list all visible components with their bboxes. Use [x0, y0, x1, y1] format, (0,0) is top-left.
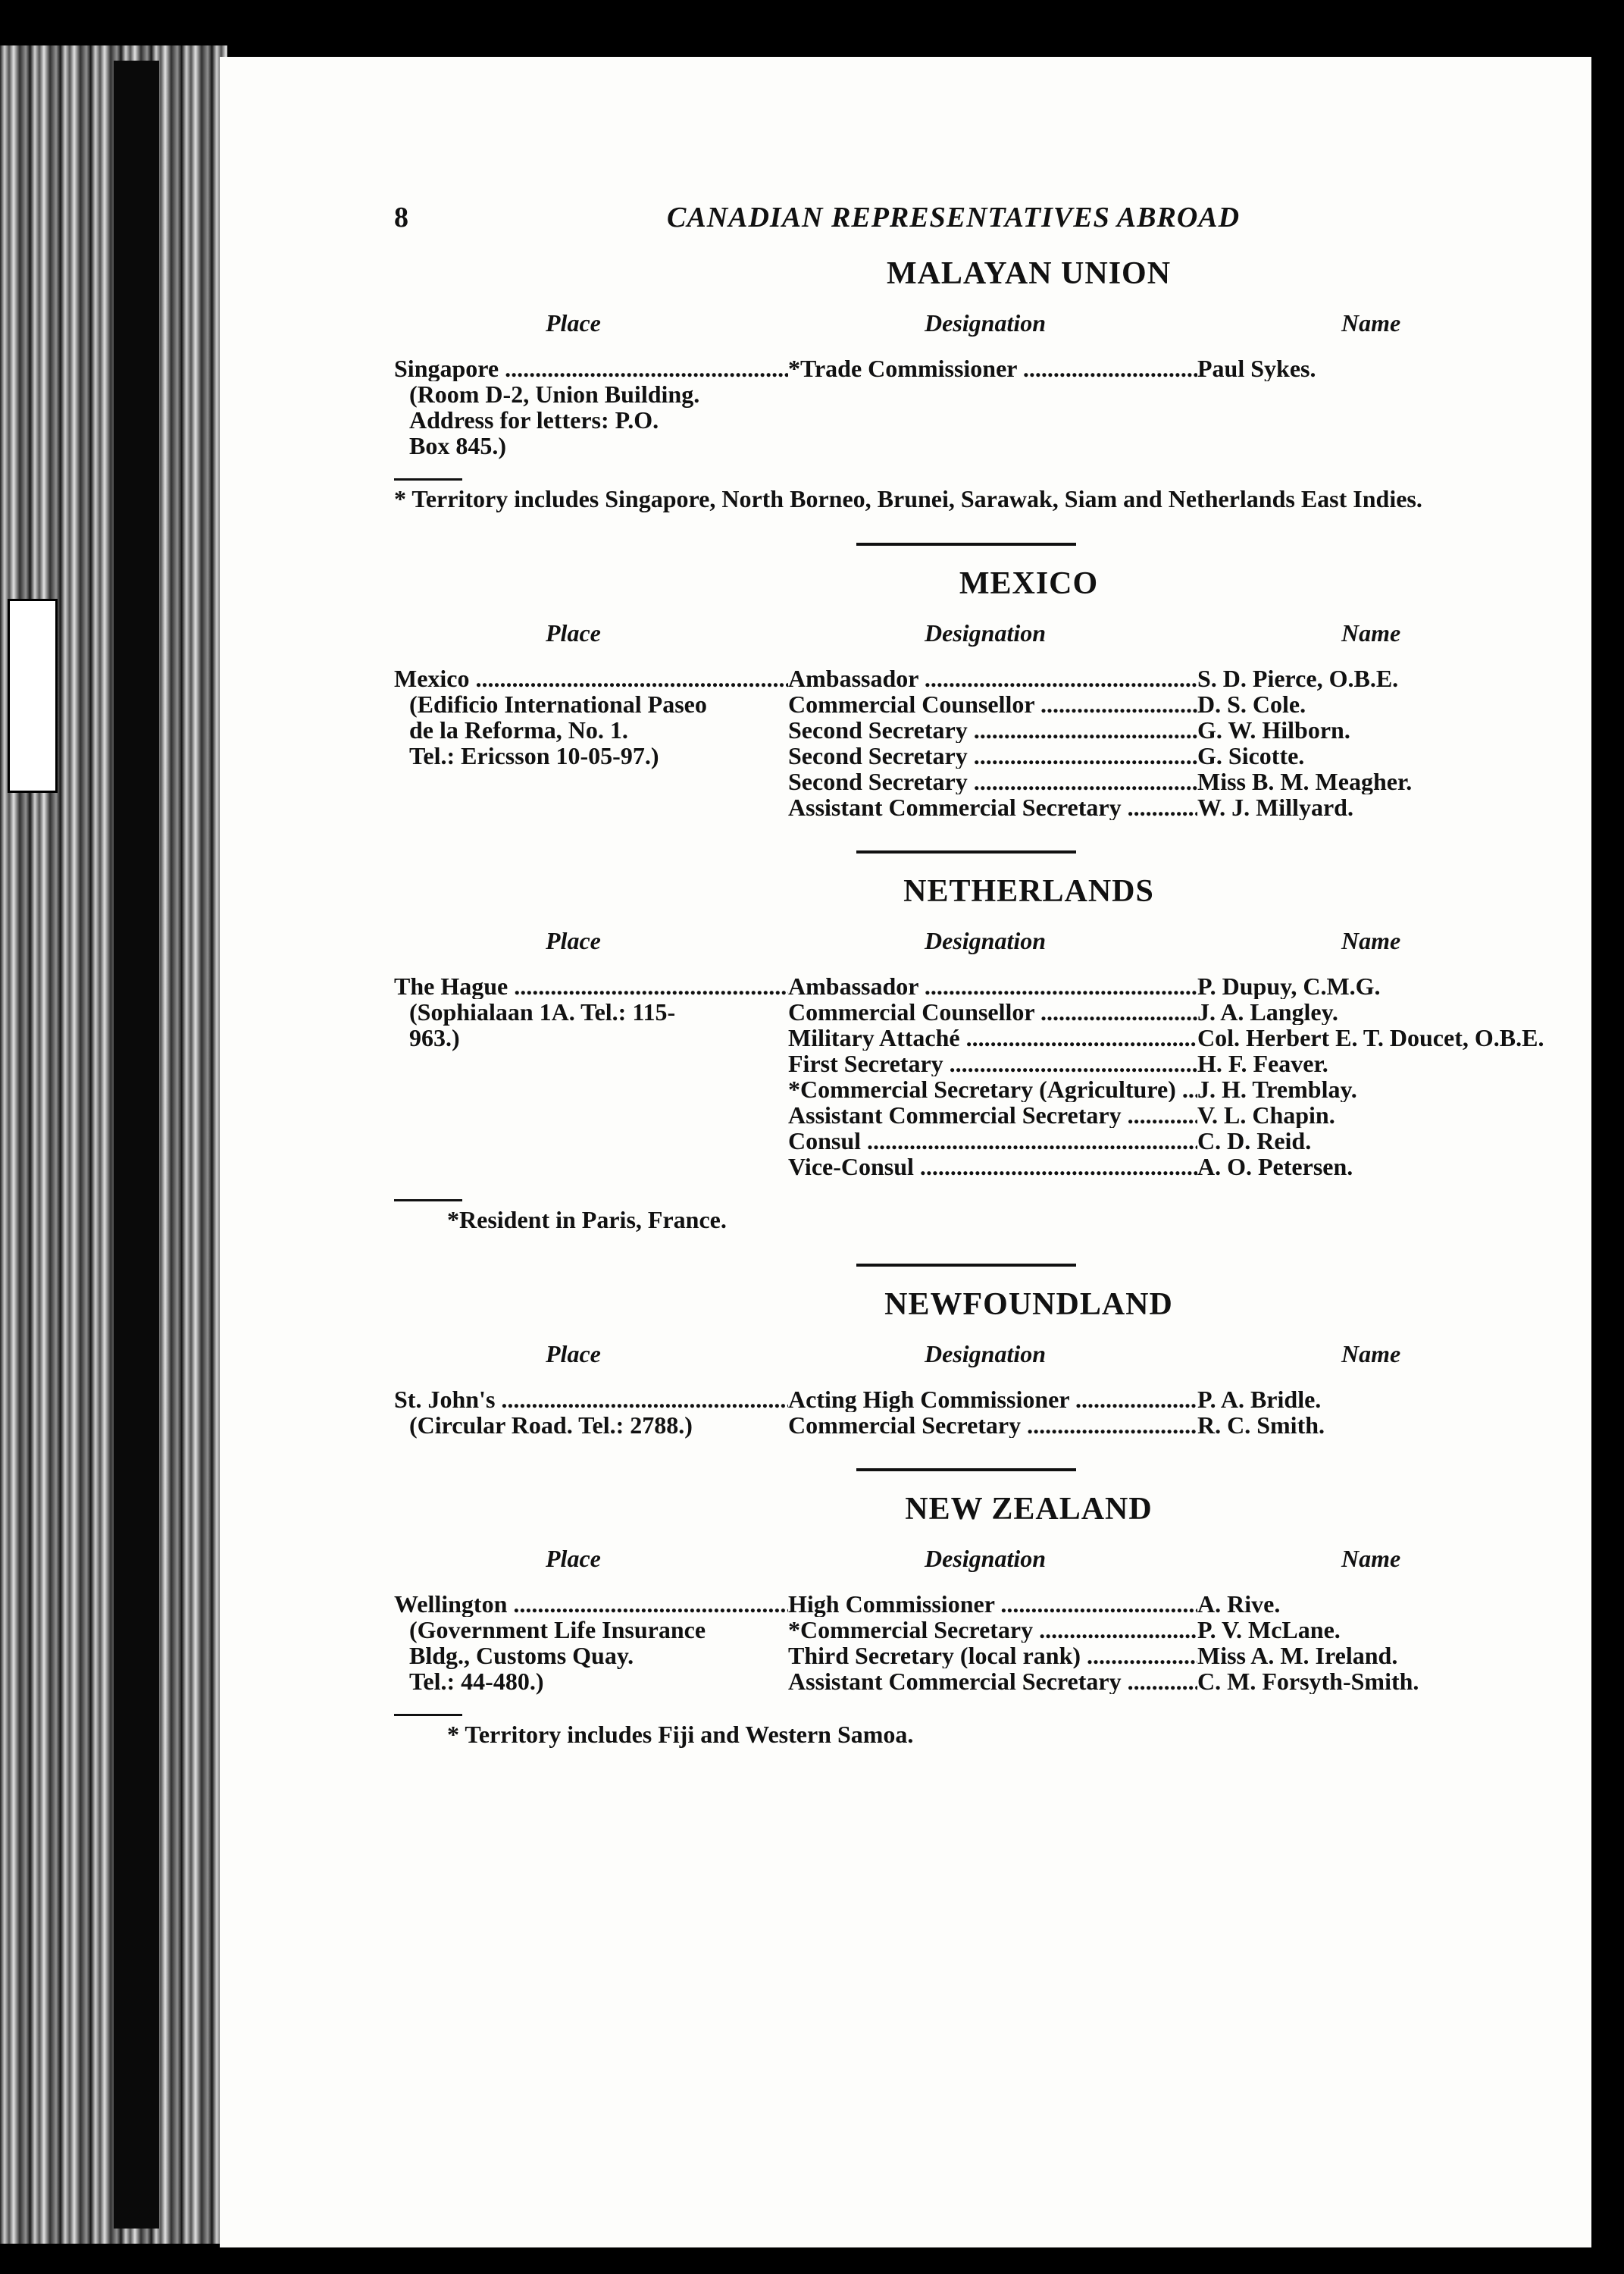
- place-city: Singapore .....: [394, 356, 788, 381]
- place-address-line: Box 845.): [409, 432, 506, 459]
- country-section: [394, 1468, 1550, 1748]
- designation-cell: [788, 356, 1197, 459]
- place-header: Place: [546, 309, 601, 337]
- designation-header: Designation: [925, 927, 1047, 954]
- place-address-line: Address for letters: P.O.: [409, 406, 659, 434]
- section-divider: [856, 543, 1076, 546]
- designation-entry: *Trade Commissioner .....: [788, 356, 1197, 381]
- running-header: [394, 201, 1550, 234]
- designation-entry: Second Secretary .....: [788, 717, 1197, 743]
- country-title: NEWFOUNDLAND: [884, 1287, 1173, 1322]
- name-entry: Miss A. M. Ireland.: [1197, 1643, 1398, 1668]
- footnote-rule: [394, 1714, 462, 1716]
- name-entry: A. O. Petersen.: [1197, 1154, 1353, 1179]
- name-entry: G. Sicotte.: [1197, 743, 1305, 769]
- designation-entry: *Commercial Secretary .....: [788, 1617, 1197, 1643]
- name-entry: A. Rive.: [1197, 1591, 1281, 1617]
- designation-entry: Ambassador .....: [788, 973, 1197, 999]
- name-entry: R. C. Smith.: [1197, 1412, 1325, 1438]
- place-header: Place: [546, 1340, 601, 1367]
- country-section: [394, 255, 1550, 512]
- designation-entry: Second Secretary .....: [788, 769, 1197, 794]
- directory-table: [394, 1341, 1550, 1438]
- place-city: The Hague .....: [394, 973, 788, 999]
- designation-entry: Consul .....: [788, 1128, 1197, 1154]
- designation-entry: Third Secretary (local rank) .....: [788, 1643, 1197, 1668]
- place-address-line: (Government Life Insurance: [409, 1616, 706, 1643]
- directory-table: [394, 620, 1550, 820]
- country-title: MEXICO: [959, 566, 1099, 601]
- designation-entry: First Secretary .....: [788, 1051, 1197, 1076]
- scan-top-border: [0, 0, 1624, 53]
- name-entry: C. M. Forsyth-Smith.: [1197, 1668, 1419, 1694]
- place-cell: [394, 666, 788, 820]
- place-cell: [394, 356, 788, 459]
- designation-entry: Military Attaché .....: [788, 1025, 1197, 1051]
- place-header: Place: [546, 1545, 601, 1572]
- directory-table: [394, 1546, 1550, 1694]
- designation-entry: Commercial Counsellor .....: [788, 691, 1197, 717]
- place-address-line: (Edificio International Paseo: [409, 691, 707, 718]
- designation-entry: Vice-Consul .....: [788, 1154, 1197, 1179]
- name-header: Name: [1341, 927, 1401, 954]
- name-entry: Paul Sykes.: [1197, 356, 1316, 381]
- directory-table: [394, 310, 1550, 459]
- designation-entry: Commercial Secretary .....: [788, 1412, 1197, 1438]
- directory-table: [394, 928, 1550, 1179]
- name-entry: H. F. Feaver.: [1197, 1051, 1328, 1076]
- name-cell: [1197, 666, 1550, 820]
- place-address-line: 963.): [409, 1024, 460, 1051]
- name-cell: [1197, 1386, 1550, 1438]
- name-entry: Miss B. M. Meagher.: [1197, 769, 1413, 794]
- book-spine-shadow: [114, 61, 159, 2229]
- country-section: [394, 543, 1550, 820]
- footnote-rule: [394, 1199, 462, 1201]
- place-address-line: de la Reforma, No. 1.: [409, 716, 628, 744]
- name-entry: W. J. Millyard.: [1197, 794, 1353, 820]
- footnote: * Territory includes Singapore, North Borneo, Brunei, Sarawak, Siam and Netherlands East Indies.: [394, 485, 1422, 512]
- name-entry: S. D. Pierce, O.B.E.: [1197, 666, 1399, 691]
- name-header: Name: [1341, 619, 1401, 647]
- name-header: Name: [1341, 309, 1401, 337]
- sections-container: [394, 255, 1550, 1748]
- designation-cell: [788, 973, 1197, 1179]
- designation-header: Designation: [925, 619, 1047, 647]
- designation-entry: Assistant Commercial Secretary .....: [788, 1102, 1197, 1128]
- name-entry: P. Dupuy, C.M.G.: [1197, 973, 1381, 999]
- country-title: MALAYAN UNION: [886, 256, 1172, 291]
- designation-header: Designation: [925, 1340, 1047, 1367]
- designation-entry: Acting High Commissioner .....: [788, 1386, 1197, 1412]
- page-number: 8: [394, 202, 408, 233]
- footnote: * Territory includes Fiji and Western Samoa.: [447, 1721, 914, 1748]
- place-header: Place: [546, 927, 601, 954]
- country-section: [394, 850, 1550, 1233]
- country-section: [394, 1264, 1550, 1438]
- designation-entry: Second Secretary .....: [788, 743, 1197, 769]
- place-address-line: Tel.: 44-480.): [409, 1668, 544, 1695]
- scan-right-border: [1590, 0, 1624, 2274]
- designation-cell: [788, 666, 1197, 820]
- section-divider: [856, 850, 1076, 854]
- designation-header: Designation: [925, 1545, 1047, 1572]
- name-header: Name: [1341, 1340, 1401, 1367]
- name-entry: P. V. McLane.: [1197, 1617, 1341, 1643]
- place-address-line: Tel.: Ericsson 10-05-97.): [409, 742, 659, 769]
- name-entry: J. H. Tremblay.: [1197, 1076, 1357, 1102]
- name-entry: V. L. Chapin.: [1197, 1102, 1335, 1128]
- name-entry: D. S. Cole.: [1197, 691, 1306, 717]
- name-cell: [1197, 1591, 1550, 1694]
- section-divider: [856, 1264, 1076, 1267]
- name-entry: Col. Herbert E. T. Doucet, O.B.E.: [1197, 1025, 1544, 1051]
- designation-entry: Ambassador .....: [788, 666, 1197, 691]
- place-cell: [394, 1591, 788, 1694]
- designation-header: Designation: [925, 309, 1047, 337]
- place-city: Mexico .....: [394, 666, 788, 691]
- footnote-rule: [394, 478, 462, 481]
- place-header: Place: [546, 619, 601, 647]
- place-cell: [394, 973, 788, 1179]
- country-title: NETHERLANDS: [903, 874, 1154, 909]
- name-header: Name: [1341, 1545, 1401, 1572]
- place-address-line: (Room D-2, Union Building.: [409, 381, 700, 408]
- designation-cell: [788, 1591, 1197, 1694]
- designation-entry: Commercial Counsellor .....: [788, 999, 1197, 1025]
- country-title: NEW ZEALAND: [905, 1492, 1153, 1527]
- page-content: [394, 201, 1550, 1774]
- place-cell: [394, 1386, 788, 1438]
- running-title: CANADIAN REPRESENTATIVES ABROAD: [667, 202, 1241, 233]
- place-city: St. John's .....: [394, 1386, 788, 1412]
- place-address-line: (Circular Road. Tel.: 2788.): [409, 1411, 693, 1439]
- name-cell: [1197, 356, 1550, 459]
- place-address-line: (Sophialaan 1A. Tel.: 115-: [409, 998, 676, 1026]
- name-entry: J. A. Langley.: [1197, 999, 1338, 1025]
- designation-entry: High Commissioner .....: [788, 1591, 1197, 1617]
- section-divider: [856, 1468, 1076, 1471]
- designation-entry: *Commercial Secretary (Agriculture) .....: [788, 1076, 1197, 1102]
- designation-entry: Assistant Commercial Secretary .....: [788, 794, 1197, 820]
- name-entry: P. A. Bridle.: [1197, 1386, 1322, 1412]
- name-entry: G. W. Hilborn.: [1197, 717, 1350, 743]
- designation-entry: Assistant Commercial Secretary .....: [788, 1668, 1197, 1694]
- footnote: *Resident in Paris, France.: [447, 1206, 727, 1233]
- page-tab-marker: [8, 599, 58, 793]
- name-entry: C. D. Reid.: [1197, 1128, 1312, 1154]
- name-cell: [1197, 973, 1550, 1179]
- place-city: Wellington .....: [394, 1591, 788, 1617]
- designation-cell: [788, 1386, 1197, 1438]
- place-address-line: Bldg., Customs Quay.: [409, 1642, 634, 1669]
